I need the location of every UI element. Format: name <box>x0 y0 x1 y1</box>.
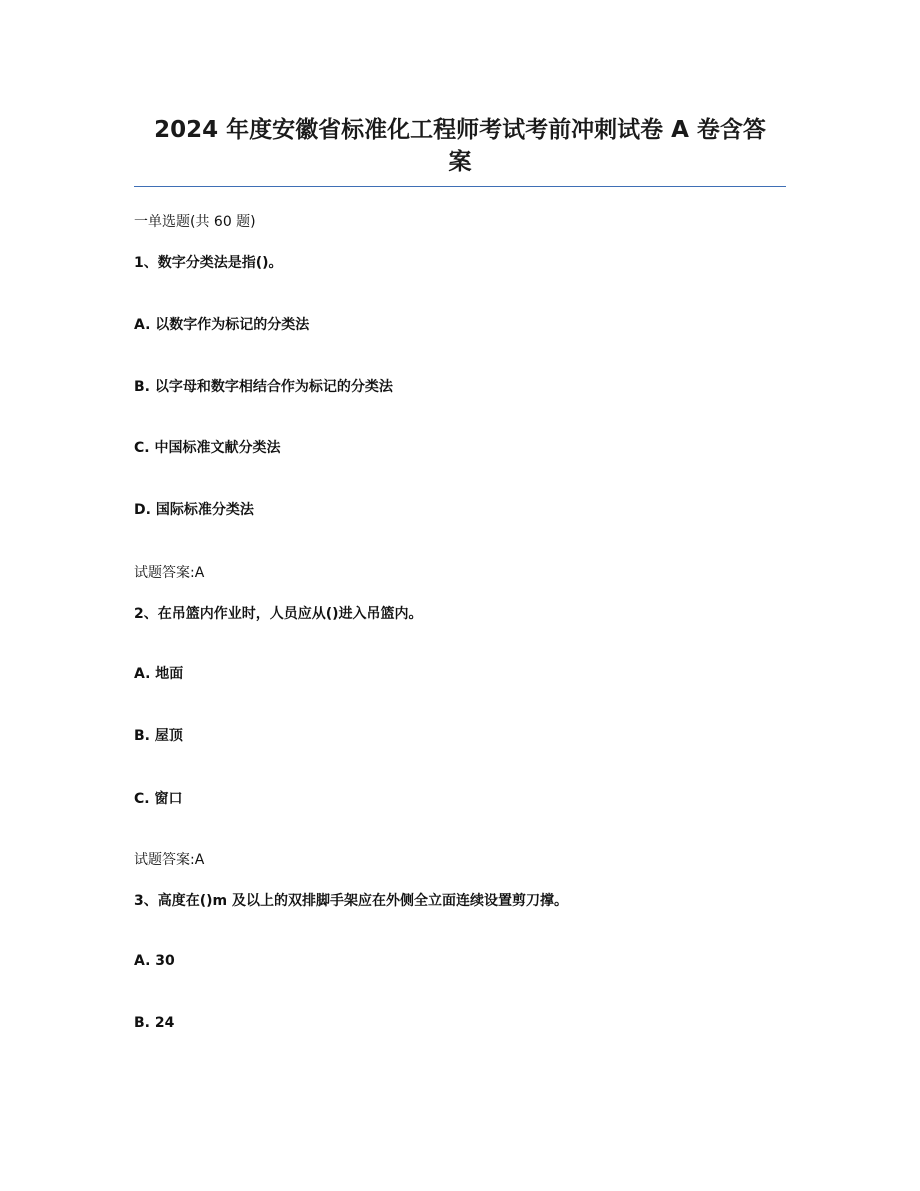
title-divider <box>134 186 786 187</box>
question-2-option-c: C. 窗口 <box>134 791 183 807</box>
question-2-answer: 试题答案:A <box>134 852 205 868</box>
question-3-stem: 3、高度在()m 及以上的双排脚手架应在外侧全立面连续设置剪刀撑。 <box>134 893 568 909</box>
question-3-option-b: B. 24 <box>134 1015 175 1031</box>
title-line-1: 2024 年度安徽省标准化工程师考试考前冲刺试卷 A 卷含答 <box>154 117 766 143</box>
question-1-option-d: D. 国际标准分类法 <box>134 502 254 518</box>
question-1-option-c: C. 中国标准文献分类法 <box>134 440 281 456</box>
question-2-option-b: B. 屋顶 <box>134 728 183 744</box>
question-1-stem: 1、数字分类法是指()。 <box>134 255 283 271</box>
question-2-option-a: A. 地面 <box>134 666 184 682</box>
question-3-option-a: A. 30 <box>134 953 175 969</box>
section-label: 一单选题(共 60 题) <box>134 214 256 230</box>
question-2-stem: 2、在吊篮内作业时，人员应从()进入吊篮内。 <box>134 606 423 622</box>
title-line-2: 案 <box>448 149 472 175</box>
question-1-answer: 试题答案:A <box>134 565 205 581</box>
question-1-option-b: B. 以字母和数字相结合作为标记的分类法 <box>134 379 393 395</box>
question-1-option-a: A. 以数字作为标记的分类法 <box>134 317 310 333</box>
document-title <box>134 114 786 178</box>
